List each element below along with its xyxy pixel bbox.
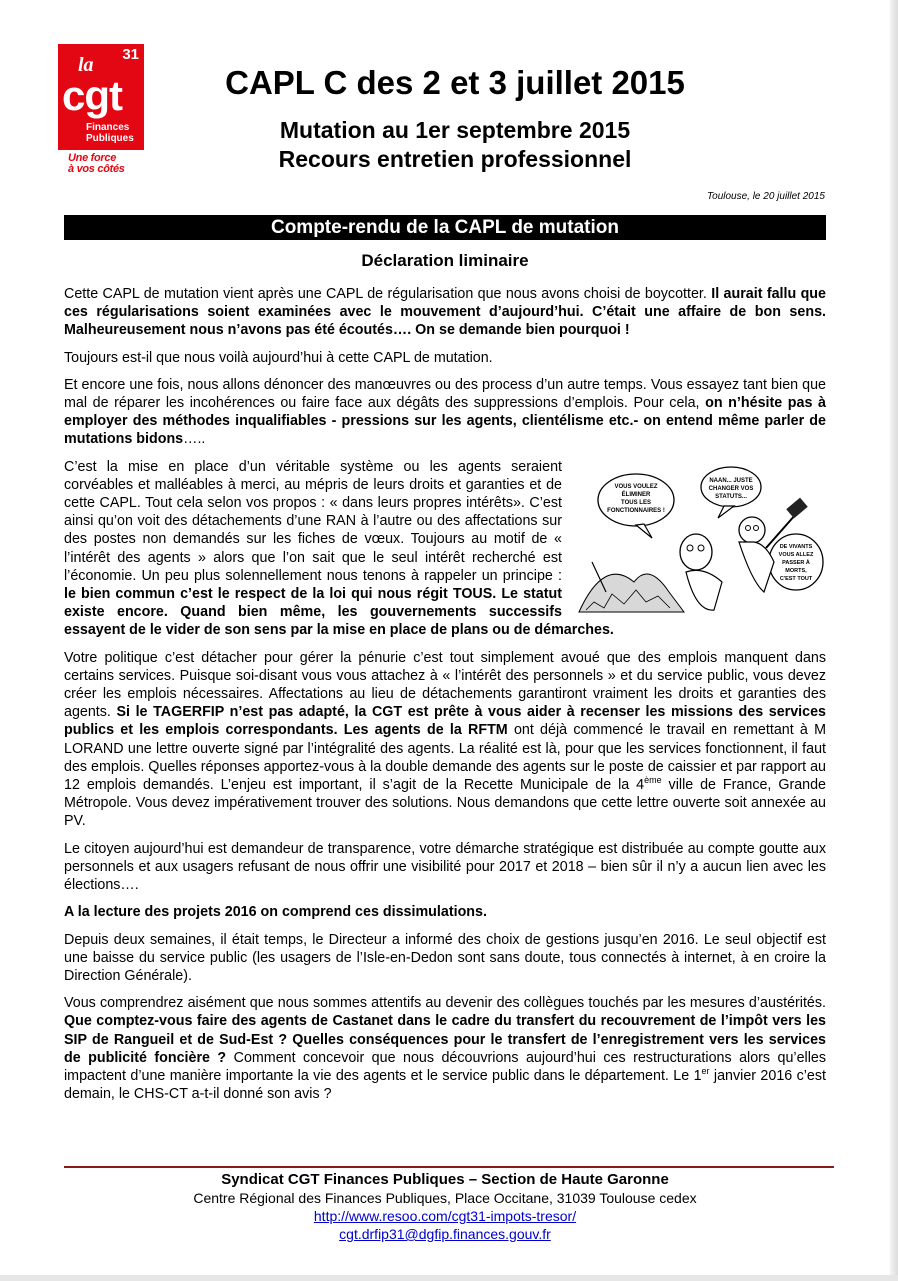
subtitle-line2: Recours entretien professionnel (278, 146, 632, 172)
text: Comment concevoir que nous découvrions aujourd’hui ces restructurations alors qu’elles impactent d’une manière importante la vie des agents et le service public dans le département. Le 1 (64, 1049, 826, 1084)
cartoon-illustration (574, 462, 826, 614)
text: Vous comprendrez aisément que nous sommes attentifs au devenir des collègues touchés par les mesures d’austérités. (64, 995, 826, 1012)
page-bottom-shadow (0, 1275, 898, 1281)
text: ….. (183, 431, 206, 448)
footer-website-link[interactable]: http://www.resoo.com/cgt31-impots-tresor/ (313, 1208, 577, 1224)
bold-text: Il aurait fallu que ces régularisations soient examinées avec le mouvement d’aujourd’hui. C’était une affaire de bon sens. Malheureusement nous n’avons pas été écoutés…. On se demande bien pourquoi ! (64, 286, 826, 339)
document-body (64, 285, 826, 1112)
text: C’est la mise en place d’un véritable système ou les agents seraient corvéables et malléables à merci, au mépris de leurs droits et garanties et de cette CAPL. Tout cela selon vos propos : « dans leurs propres intérêts». C’est ainsi qu’on voit des détachements d’une RAN à l’autre ou des affectations sur des postes non demandés sur les fiches de vœux. Toujours au motif de « l’intérêt des agents » alors que l’on sait que le seul intérêt recherché est l’économie. Un peu plus solennellement nous tenons à rappeler un principe : (64, 458, 562, 584)
superscript: er (701, 1066, 710, 1077)
logo-la: la (78, 54, 94, 76)
footer-email-link[interactable]: cgt.drfip31@dgfip.finances.gouv.fr (339, 1226, 551, 1242)
subtitle-line1: Mutation au 1er septembre 2015 (279, 117, 631, 143)
paragraph-7 (64, 903, 826, 921)
text: janvier 2016 c’est demain, le CHS-CT a-t-il donné son avis ? (64, 1067, 826, 1103)
paragraph-4 (64, 458, 826, 640)
paragraph-2: Toujours est-il que nous voilà aujourd’hui à cette CAPL de mutation. (64, 349, 493, 366)
section-heading: Déclaration liminaire (361, 251, 529, 270)
page-edge-shadow (890, 0, 898, 1281)
bold-text: le bien commun c’est le respect de la loi qui nous régit TOUS. Le statut existe encore. Quand bien même, les gouvernements successifs essayent de le vider de son sens par la mise en place de plans ou de démarches. (64, 586, 614, 639)
cartoon-bubble1: VOUS VOULEZ ÉLIMINER TOUS LES FONCTIONNAIRES ! (607, 483, 665, 514)
logo-tagline1: Une force (68, 152, 117, 164)
paragraph-9 (64, 994, 826, 1103)
dateline: Toulouse, le 20 juillet 2015 (706, 191, 825, 202)
logo-number: 31 (122, 46, 139, 63)
bold-text: Si le TAGERFIP n’est pas adapté, la CGT est prête à vous aider à recenser les missions des services publics et les emplois correspondants. Les agents de la RFTM (64, 704, 826, 739)
page-subtitle (150, 116, 760, 174)
paragraph-5 (64, 649, 826, 831)
section-banner: Compte-rendu de la CAPL de mutation (64, 215, 826, 240)
paragraph-3 (64, 376, 826, 449)
paragraph-6: Le citoyen aujourd’hui est demandeur de transparence, votre démarche stratégique est distribuée au compte goutte aux personnels et aux usagers refusant de nous offrir une visibilité pour 2017 et 2018 – bien sûr il n’y a aucun lien avec les élections…. (64, 840, 826, 894)
bold-text: A la lecture des projets 2016 on comprend ces dissimulations. (64, 904, 487, 921)
text: Votre politique c’est détacher pour gérer la pénurie c’est tout simplement avoué que des emplois manquent dans certains services. Puisque soi-disant vous vous attachez à « l’intérêt des personnels » et du service public, vous devez créer les emplois nécessaires. Affectations au lieu de détachements garantiront vraiment les droits et garanties des agents. (64, 649, 826, 721)
logo-tagline2: à vos côtés (68, 163, 125, 175)
paragraph-1 (64, 285, 826, 340)
logo-line2: Publiques (86, 133, 134, 144)
logo-red-box (58, 44, 144, 150)
logo-finances-publiques (86, 122, 134, 144)
footer-organization: Syndicat CGT Finances Publiques – Section de Haute Garonne (221, 1171, 669, 1188)
paragraph-8: Depuis deux semaines, il était temps, le Directeur a informé des choix de gestions jusqu’en 2016. Le seul objectif est une baisse du service public (les usagers de l’Isle-en-Dedon sont sans doute, tous connectés à internet, à en croire la Direction Générale). (64, 931, 826, 984)
text: Cette CAPL de mutation vient après une CAPL de régularisation que nous avons choisi de boycotter. (64, 286, 712, 302)
cgt-logo (58, 44, 144, 176)
text: ont déjà commencé le travail en remettant à M LORAND une lettre ouverte signé par l’intégralité des agents. La réalité est là, pour que les services fonctionnent, il faut des emplois. Quelles réponses apportez-vous à la double demande des agents sur le poste de caissier et par rapport au 12 emplois demandés. L’enjeu est important, il s’agit de la Recette Municipale de la 4 (64, 722, 827, 794)
footer-divider (64, 1166, 834, 1168)
superscript: ème (644, 775, 662, 786)
bold-text: Que comptez-vous faire des agents de Castanet dans le cadre du transfert du recouvrement de l’impôt vers les SIP de Rangueil et de Sud-Est ? Quelles conséquences pour le transfert de l’enregistrement vers les services de publicité foncière ? (64, 1013, 826, 1066)
text: ville de France, Grande Métropole. Vous devez impérativement trouver des solutions. Nous demandons que cette lettre ouverte soit annexée au PV. (64, 777, 827, 830)
page-title: CAPL C des 2 et 3 juillet 2015 (225, 64, 685, 101)
text: Et encore une fois, nous allons dénoncer des manœuvres ou des process d’un autre temps. Vous essayez tant bien que mal de réparer les incohérences ou faire face aux dégâts des suppressions d’emplois. Pour cela, (64, 376, 826, 412)
cartoon-bubble3: DE VIVANTS VOUS ALLEZ PASSER À MORTS, C'EST TOUT (778, 543, 814, 582)
bold-text: on n’hésite pas à employer des méthodes inqualifiables - pressions sur les agents, clientélisme etc.- on entend même parler de mutations bidons (64, 395, 826, 448)
logo-tagline (68, 153, 125, 175)
logo-cgt: cgt (62, 72, 122, 119)
footer (64, 1171, 826, 1243)
logo-line1: Finances (86, 122, 130, 133)
cartoon-bubble2: NAAN... JUSTE CHANGER VOS STATUTS... (708, 477, 754, 500)
footer-address: Centre Régional des Finances Publiques, Place Occitane, 31039 Toulouse cedex (193, 1190, 697, 1206)
